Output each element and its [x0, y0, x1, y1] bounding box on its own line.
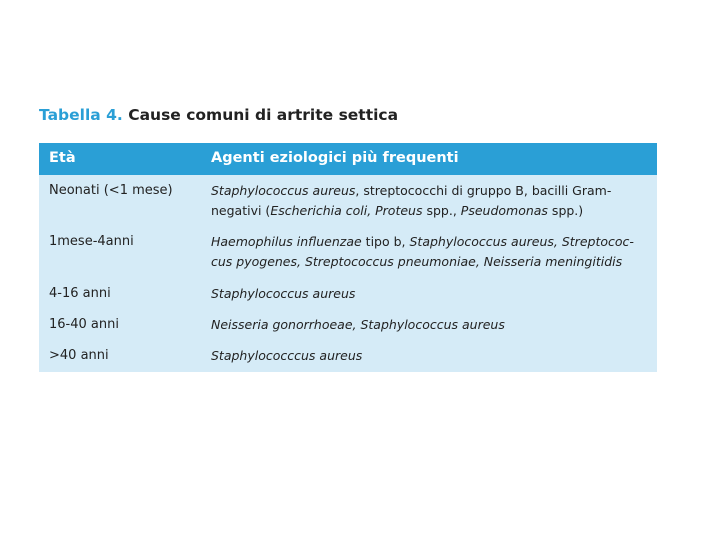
table-header: [39, 143, 657, 175]
agents-line: cus pyogenes, Streptococcus pneumoniae, Neisseria meningitidis: [211, 254, 623, 269]
agent-text: Escherichia coli, Proteus: [270, 203, 423, 218]
agents-line: [211, 181, 651, 201]
agent-text: , streptococchi di gruppo B, bacilli Gram-: [355, 183, 612, 198]
agents-line: Staphylococcus aureus: [211, 286, 356, 301]
agents-line: Neisseria gonorrhoeae, Staphylococcus aureus: [211, 317, 505, 332]
agent-text: Pseudomonas: [460, 203, 548, 218]
caption-label: Tabella 4.: [39, 106, 123, 124]
agent-text: tipo b,: [361, 234, 410, 249]
agents-line: [211, 232, 651, 252]
row-age: 16-40 anni: [49, 317, 119, 332]
row-agents: [211, 346, 651, 366]
row-age: Neonati (<1 mese): [49, 183, 173, 198]
agent-text: Haemophilus influenzae: [211, 234, 362, 249]
table-caption: [39, 106, 398, 124]
row-agents: [211, 181, 651, 221]
agent-text: negativi (: [211, 203, 271, 218]
row-age: 4-16 anni: [49, 286, 111, 301]
agents-line: [211, 201, 651, 221]
agents-line: Staphylococccus aureus: [211, 348, 363, 363]
causes-table: [39, 143, 657, 372]
header-age: Età: [49, 150, 76, 166]
agent-text: spp.,: [422, 203, 461, 218]
row-age: 1mese-4anni: [49, 234, 134, 249]
caption-title: Cause comuni di artrite settica: [128, 106, 399, 124]
agent-text: spp.): [547, 203, 584, 218]
agent-text: Staphylococcus aureus, Streptococ-: [409, 234, 634, 249]
row-agents: [211, 284, 651, 304]
row-agents: [211, 315, 651, 335]
row-agents: [211, 232, 651, 272]
agent-text: Staphylococcus aureus: [211, 183, 356, 198]
header-agents: Agenti eziologici più frequenti: [211, 150, 459, 166]
row-age: >40 anni: [49, 348, 109, 363]
